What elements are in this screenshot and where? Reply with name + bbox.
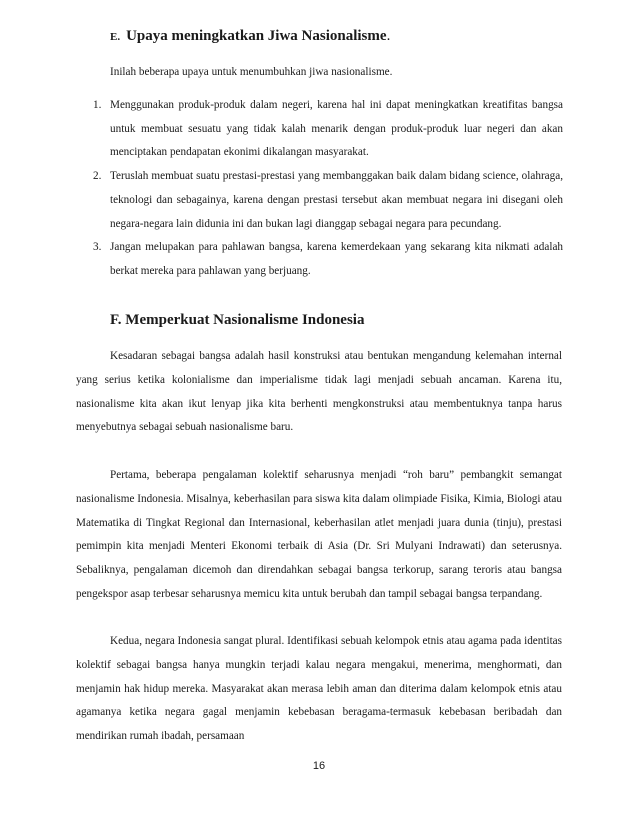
list-item-text: Teruslah membuat suatu prestasi-prestasi yang membanggakan baik dalam bidang science, olahraga, teknologi dan sebagainya, karena dengan prestasi tersebut akan membuat negara ini disegani oleh negara-negara lain didunia ini dan bukan lagi dianggap sebagai negara para pecundang. (110, 170, 563, 230)
section-e-title: Upaya meningkatkan Jiwa Nasionalisme (126, 28, 387, 44)
list-item-number: 1. (93, 99, 102, 111)
list-item-text: Menggunakan produk-produk dalam negeri, karena hal ini dapat meningkatkan kreatifitas bangsa untuk membuat sesuatu yang tidak kalah menarik dengan produk-produk luar negeri dan akan menciptakan pendapatan ekonimi dikalangan masyarakat. (110, 99, 563, 159)
list-item-number: 3. (93, 241, 102, 254)
page-number: 16 (312, 760, 326, 772)
list-item (93, 94, 563, 165)
section-f-heading: F. Memperkuat Nasionalisme Indonesia (110, 312, 365, 328)
intro-text: Inilah beberapa upaya untuk menumbuhkan jiwa nasionalisme. (110, 66, 393, 78)
section-e-heading (110, 28, 390, 45)
numbered-list (93, 94, 563, 284)
section-e-letter: E. (110, 31, 121, 43)
section-e-dot: . (386, 28, 391, 44)
list-item-number: 2. (93, 170, 102, 183)
paragraph-1: Kesadaran sebagai bangsa adalah hasil konstruksi atau bentukan mengandung kelemahan internal yang serius ketika kolonialisme dan imperialisme tidak lagi menjadi sebuah ancaman. Karena itu, nasionalisme kita akan ikut lenyap jika kita berhenti mengkonstruksi atau membentuknya tanpa harus menyebutnya sebagai sebuah nasionalisme baru. (76, 350, 562, 434)
list-item-text: Jangan melupakan para pahlawan bangsa, karena kemerdekaan yang sekarang kita nikmati adalah berkat mereka para pahlawan yang berjuang. (110, 241, 563, 277)
list-item (93, 236, 563, 283)
list-item (93, 165, 563, 236)
paragraph-2: Pertama, beberapa pengalaman kolektif seharusnya menjadi “roh baru” pembangkit semangat nasionalisme Indonesia. Misalnya, keberhasilan para siswa kita dalam olimpiade Fisika, Kimia, Biologi atau Matematika di Tingkat Regional dan Internasional, keberhasilan atlet menjadi juara dunia (tinju), prestasi pemimpin kita menjadi Menteri Ekonomi terbaik di Asia (Dr. Sri Mulyani Indrawati) dan seterusnya. Sebaliknya, pengalaman dicemoh dan direndahkan sebagai bangsa terkorup, sarang teroris atau bangsa pengekspor asap terbesar seharusnya memicu kita untuk berubah dan tampil sebagai bangsa terpandang. (76, 469, 562, 600)
paragraph-3: Kedua, negara Indonesia sangat plural. Identifikasi sebuah kelompok etnis atau agama pada identitas kolektif sebagai bangsa hanya mungkin terjadi kalau negara mengakui, menerima, menghormati, dan menjamin hak hidup mereka. Masyarakat akan merasa lebih aman dan diterima dalam kelompok etnis atau agamanya ketika negara gagal menjamin kebebasan beragama-termasuk kebebasan beribadah dan mendirikan rumah ibadah, persamaan (76, 635, 562, 743)
